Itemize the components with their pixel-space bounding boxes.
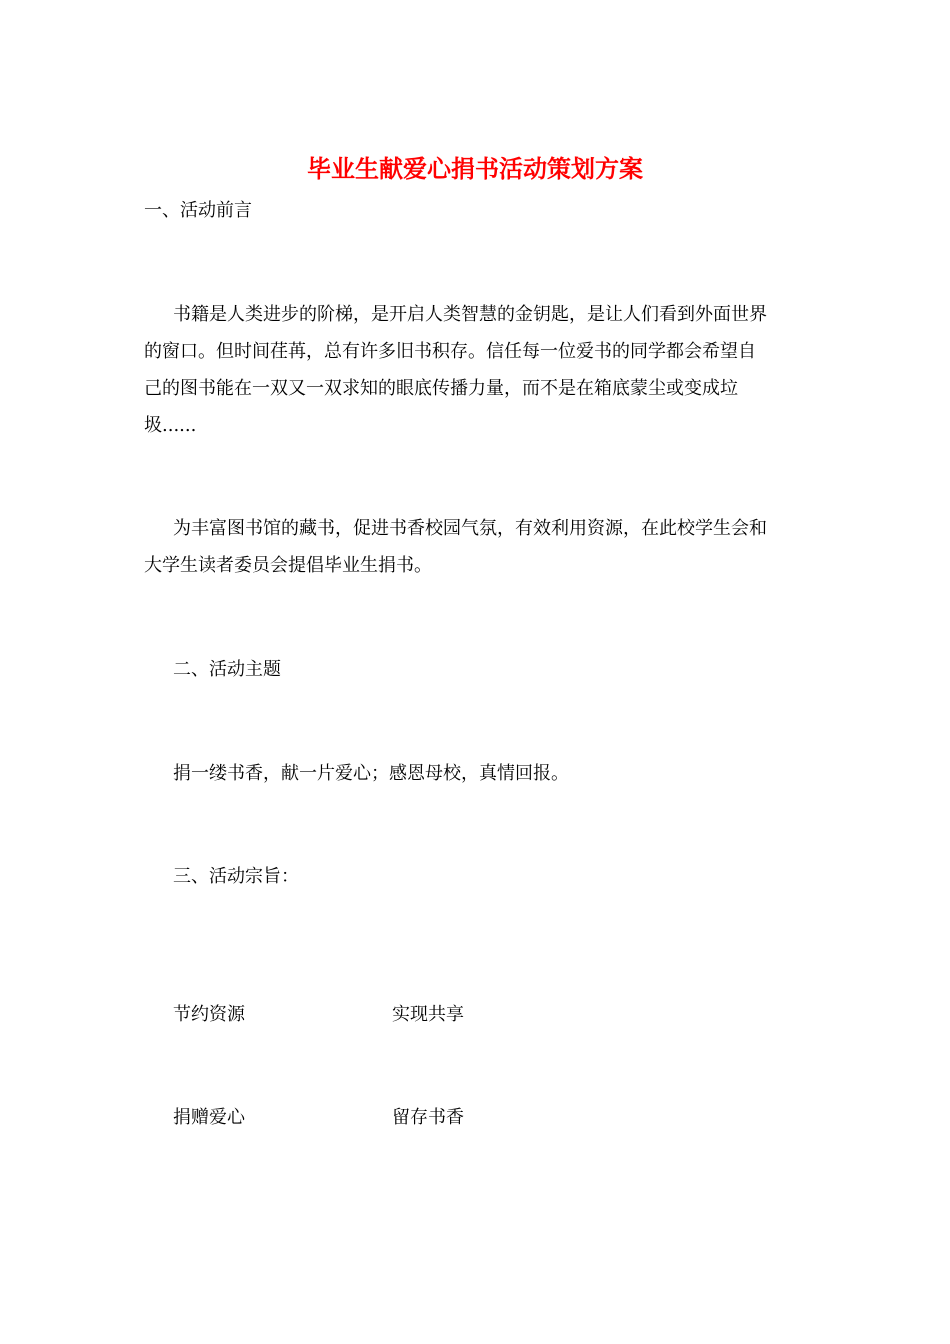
preface-paragraph-1 bbox=[144, 296, 814, 444]
theme-text: 捐一缕书香，献一片爱心；感恩母校，真情回报。 bbox=[173, 763, 569, 784]
document-title: 毕业生献爱心捐书活动策划方案 bbox=[307, 154, 643, 183]
section-heading-theme: 二、活动主题 bbox=[173, 659, 281, 680]
preface-paragraph-2 bbox=[144, 510, 814, 584]
purpose-item: 节约资源 bbox=[173, 1004, 245, 1025]
section-heading-preface: 一、活动前言 bbox=[144, 200, 252, 221]
paragraph-line: 为丰富图书馆的藏书，促进书香校园气氛，有效利用资源，在此校学生会和 bbox=[173, 518, 767, 539]
paragraph-line: 的窗口。但时间荏苒，总有许多旧书积存。信任每一位爱书的同学都会希望自 bbox=[144, 341, 756, 362]
purpose-item: 留存书香 bbox=[392, 1107, 464, 1128]
paragraph-line: 大学生读者委员会提倡毕业生捐书。 bbox=[144, 555, 432, 576]
section-heading-purpose: 三、活动宗旨： bbox=[173, 866, 299, 887]
paragraph-line: 书籍是人类进步的阶梯，是开启人类智慧的金钥匙，是让人们看到外面世界 bbox=[173, 304, 767, 325]
purpose-item: 捐赠爱心 bbox=[173, 1107, 245, 1128]
purpose-item: 实现共享 bbox=[392, 1004, 464, 1025]
paragraph-line: 己的图书能在一双又一双求知的眼底传播力量，而不是在箱底蒙尘或变成垃 bbox=[144, 378, 738, 399]
paragraph-line: 圾...... bbox=[144, 415, 197, 436]
